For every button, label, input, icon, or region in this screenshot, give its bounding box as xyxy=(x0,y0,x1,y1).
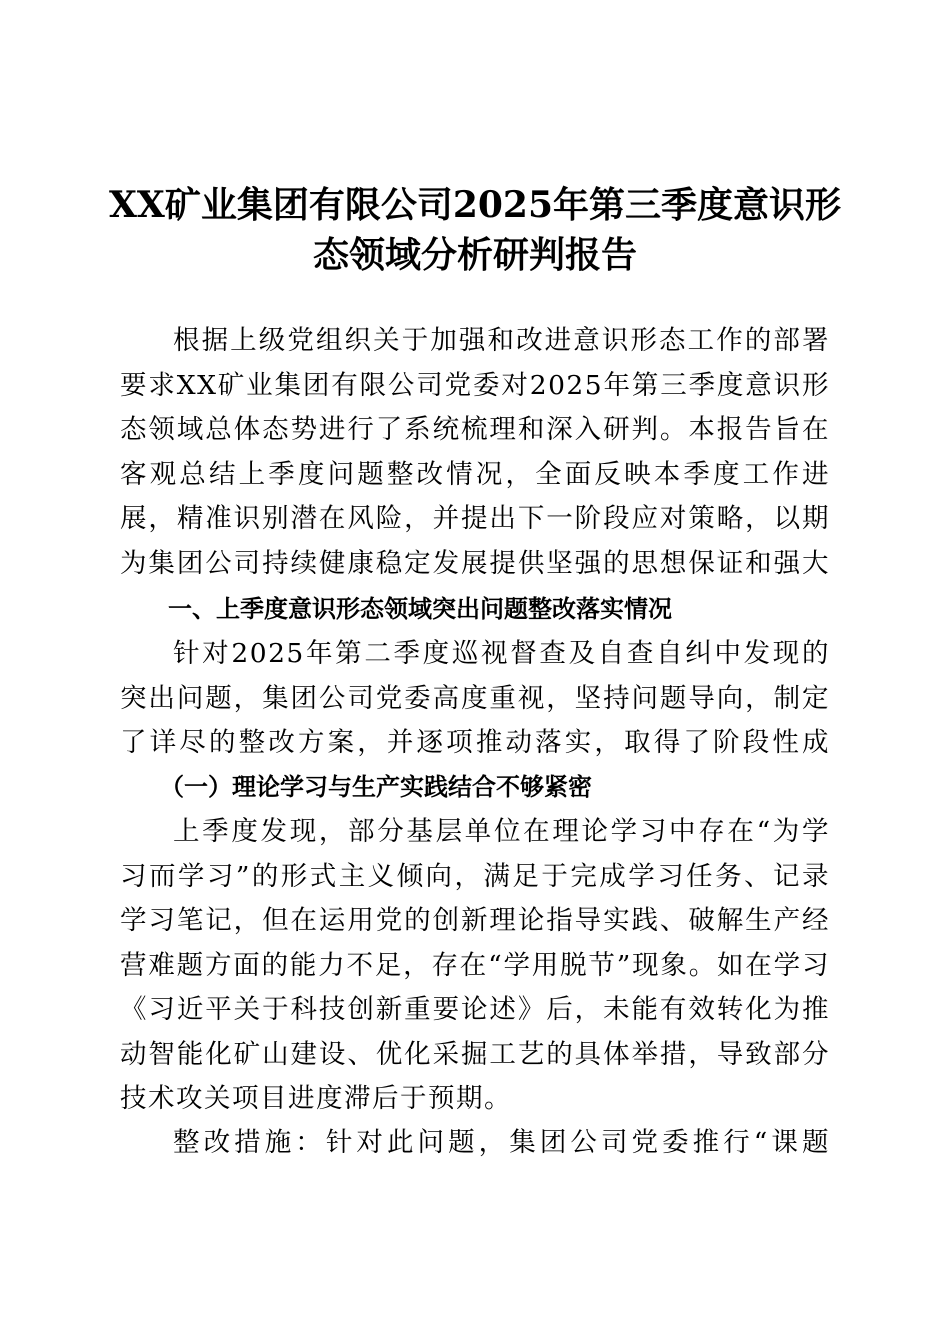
section-1-heading: 一、上季度意识形态领域突出问题整改落实情况 xyxy=(168,595,672,623)
title-line-1: XX矿业集团有限公司2025年第三季度意识形 xyxy=(108,184,842,226)
subsection-1-paragraph: 上季度发现，部分基层单位在理论学习中存在“为学习而学习”的形式主义倾向，满足于完成学习任务、记录学习笔记，但在运用党的创新理论指导实践、破解生产经营难题方面的能力不足，存在“学用脱节”现象。如在学习《习近平关于科技创新重要论述》后，未能有效转化为推动智能化矿山建设、优化采掘工艺的具体举措，导致部分技术攻关项目进度滞后于预期。 xyxy=(120,816,830,1114)
document-title xyxy=(100,180,850,280)
rectification-measures-paragraph: 整改措施：针对此问题，集团公司党委推行“课题 xyxy=(173,1127,830,1158)
title-line-2: 态领域分析研判报告 xyxy=(312,234,637,276)
subsection-1-heading: （一）理论学习与生产实践结合不够紧密 xyxy=(160,772,592,801)
section-1-paragraph: 针对2025年第二季度巡视督查及自查自纠中发现的突出问题，集团公司党委高度重视，坚持问题导向，制定了详尽的整改方案，并逐项推动落实，取得了阶段性成 xyxy=(120,638,830,758)
intro-paragraph: 根据上级党组织关于加强和改进意识形态工作的部署要求XX矿业集团有限公司党委对2025年第三季度意识形态领域总体态势进行了系统梳理和深入研判。本报告旨在客观总结上季度问题整改情况，全面反映本季度工作进展，精准识别潜在风险，并提出下一阶段应对策略，以期为集团公司持续健康稳定发展提供坚强的思想保证和强大 xyxy=(120,325,830,579)
